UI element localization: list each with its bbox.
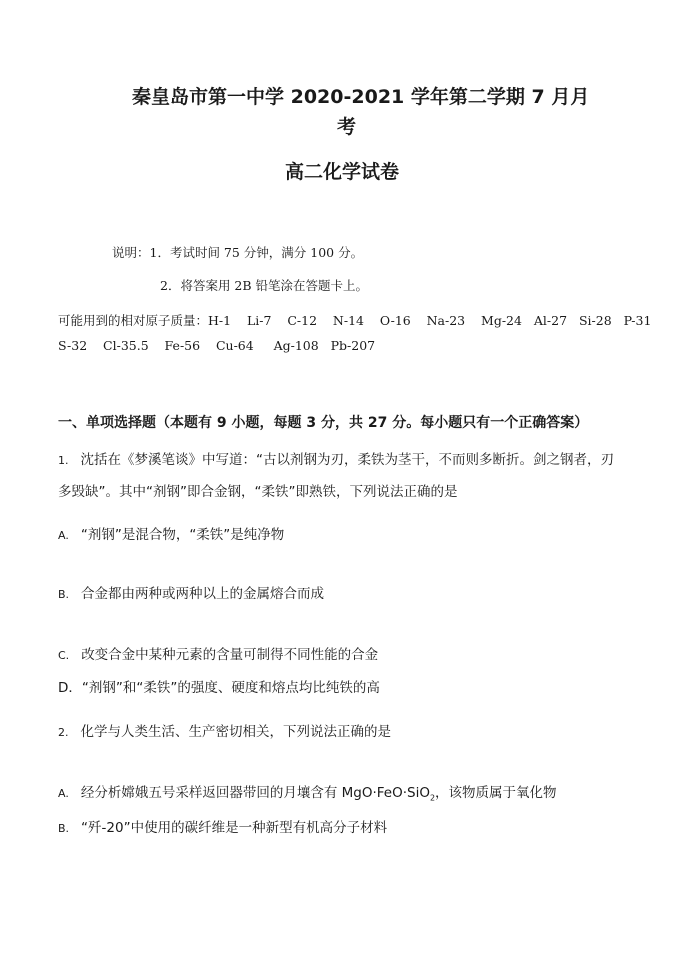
atomic-masses-line-1: 可能用到的相对原子质量：H-1 Li-7 C-12 N-14 O-16 Na-23 Mg-24 Al-27 Si-28 P-31	[58, 313, 652, 328]
option-text: “歼-20”中使用的碳纤维是一种新型有机高分子材料	[81, 820, 388, 836]
option-text: 改变合金中某种元素的含量可制得不同性能的合金	[81, 647, 379, 663]
question-1-option-d	[58, 676, 380, 696]
atomic-masses-line-2: S-32 Cl-35.5 Fe-56 Cu-64 Ag-108 Pb-207	[58, 338, 376, 353]
question-1-option-c	[58, 643, 378, 663]
question-1-stem-line-2: 多毁缺”。其中“剂钢”即合金钢，“柔铁”即熟铁，下列说法正确的是	[58, 484, 458, 500]
question-2-stem	[58, 720, 391, 740]
option-label: A.	[58, 787, 69, 800]
section-heading: 一、单项选择题（本题有 9 小题，每题 3 分，共 27 分。每小题只有一个正确答案）	[58, 415, 589, 431]
question-2-option-a	[58, 781, 557, 803]
question-1-stem-line-1	[58, 448, 614, 468]
question-2-option-b	[58, 816, 387, 836]
option-label: B.	[58, 822, 70, 835]
note-line-2: 2．将答案用 2B 铅笔涂在答题卡上。	[160, 278, 369, 293]
option-label: A.	[58, 529, 69, 542]
option-text: 经分析嫦娥五号采样返回器带回的月壤含有 MgO·FeO·SiO	[80, 785, 430, 801]
exam-subtitle: 高二化学试卷	[285, 161, 400, 183]
formula-subscript: 2	[429, 793, 436, 803]
option-label: D．	[58, 680, 82, 696]
question-number: 2.	[58, 726, 69, 739]
option-label: B.	[58, 588, 70, 601]
exam-title-line1: 秦皇岛市第一中学 2020-2021 学年第二学期 7 月月	[132, 86, 590, 108]
question-1-option-b	[58, 582, 324, 602]
option-text: 合金都由两种或两种以上的金属熔合而成	[81, 586, 325, 602]
question-text: 沈括在《梦溪笔谈》中写道：“古以剂钢为刃，柔铁为茎干，不而则多断折。剑之钢者，刃	[80, 452, 614, 468]
question-number: 1.	[58, 454, 69, 467]
note-line-1: 说明：1．考试时间 75 分钟，满分 100 分。	[112, 245, 364, 260]
option-text: “剂钢”是混合物，“柔铁”是纯净物	[80, 527, 285, 543]
exam-title-line2: 考	[337, 116, 357, 138]
option-text: “剂钢”和“柔铁”的强度、硬度和熔点均比纯铁的高	[81, 680, 380, 696]
option-text-tail: ，该物质属于氧化物	[435, 785, 557, 801]
option-label: C.	[58, 649, 70, 662]
question-text: 化学与人类生活、生产密切相关，下列说法正确的是	[80, 724, 391, 740]
question-1-option-a	[58, 523, 284, 543]
